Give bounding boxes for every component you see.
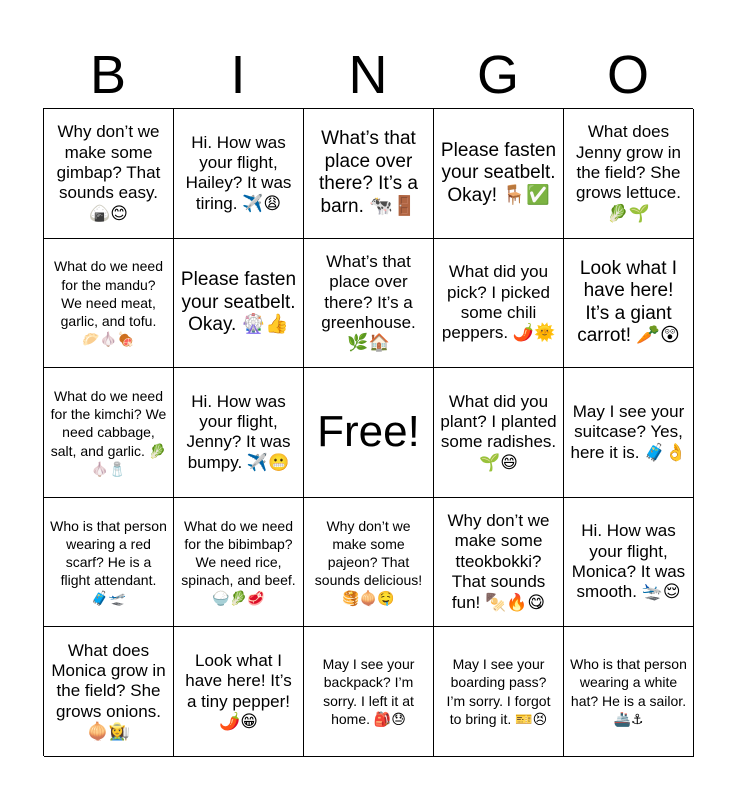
bingo-cell[interactable] (304, 498, 434, 628)
bingo-cell[interactable] (174, 109, 304, 239)
bingo-cell[interactable] (44, 368, 174, 498)
bingo-cell-text: Look what I have here! It’s a tiny pepper! 🌶️😁 (185, 650, 292, 732)
header-letter-i: I (230, 45, 246, 105)
bingo-cell[interactable] (304, 109, 434, 239)
bingo-cell[interactable] (44, 239, 174, 369)
bingo-cell-text: What does Jenny grow in the field? She grows lettuce. 🥬🌱 (576, 122, 681, 223)
free-space-label: Free! (317, 407, 420, 457)
bingo-cell-text: Hi. How was your flight, Hailey? It was tiring. ✈️😩 (185, 132, 292, 213)
free-space-cell[interactable] (304, 368, 434, 498)
bingo-cell-text: Hi. How was your flight, Monica? It was smooth. 🛬😌 (571, 521, 686, 602)
bingo-cell[interactable] (174, 368, 304, 498)
bingo-cell-text: What did you plant? I planted some radishes. 🌱😄 (440, 391, 557, 472)
bingo-cell[interactable] (434, 627, 564, 757)
bingo-cell-text: Hi. How was your flight, Jenny? It was bumpy. ✈️😬 (186, 391, 291, 472)
header-letter-n: N (348, 45, 388, 105)
bingo-cell-text: Why don’t we make some pajeon? That sounds delicious! 🥞🧅🤤 (314, 517, 423, 607)
bingo-cell-text: Who is that person wearing a red scarf? He is a flight attendant. 🧳🛫 (50, 517, 167, 607)
bingo-cell-text: What do we need for the mandu? We need meat, garlic, and tofu. 🥟🧄🍖 (54, 258, 163, 348)
bingo-cell-text: What do we need for the bibimbap? We need rice, spinach, and beef. 🍚🥬🥩 (181, 517, 296, 607)
bingo-cell-text: Please fasten your seatbelt. Okay. 🎡👍 (180, 269, 297, 336)
bingo-grid (43, 108, 693, 756)
header-letter-g: G (476, 45, 519, 105)
bingo-cell[interactable] (434, 368, 564, 498)
bingo-cell-text: May I see your backpack? I’m sorry. I left it at home. 🎒😓 (322, 656, 415, 727)
bingo-cell[interactable] (564, 368, 694, 498)
bingo-cell-text: What’s that place over there? It’s a barn. 🐄🚪 (319, 128, 418, 217)
bingo-cell[interactable] (44, 109, 174, 239)
bingo-cell-text: Look what I have here! It’s a giant carrot! 🥕😲 (577, 258, 680, 347)
bingo-cell[interactable] (304, 239, 434, 369)
bingo-cell[interactable] (434, 498, 564, 628)
bingo-header (43, 44, 693, 106)
header-letter-b: B (89, 45, 127, 105)
bingo-cell[interactable] (434, 109, 564, 239)
bingo-cell-text: What’s that place over there? It’s a greenhouse. 🌿🏠 (321, 251, 416, 353)
bingo-cell[interactable] (564, 109, 694, 239)
bingo-cell[interactable] (174, 239, 304, 369)
bingo-cell[interactable] (44, 498, 174, 628)
bingo-cell-text: Why don’t we make some gimbap? That sounds easy. 🍙😊 (56, 122, 161, 223)
bingo-cell[interactable] (564, 498, 694, 628)
bingo-cell-text: Please fasten your seatbelt. Okay! 🪑✅ (440, 139, 557, 206)
bingo-cell-text: What does Monica grow in the field? She grows onions. 🧅👩‍🌾 (51, 640, 166, 742)
bingo-cell[interactable] (174, 627, 304, 757)
bingo-cell[interactable] (174, 498, 304, 628)
bingo-cell[interactable] (564, 239, 694, 369)
bingo-cell[interactable] (44, 627, 174, 757)
bingo-cell-text: What do we need for the kimchi? We need cabbage, salt, and garlic. 🥬🧄🧂 (50, 388, 167, 477)
bingo-cell-text: May I see your boarding pass? I’m sorry. I forgot to bring it. 🎫😣 (446, 656, 551, 727)
bingo-cell[interactable] (304, 627, 434, 757)
bingo-cell-text: What did you pick? I picked some chili peppers. 🌶️🌞 (441, 262, 556, 343)
header-letter-o: O (606, 45, 649, 105)
bingo-cell-text: Who is that person wearing a white hat? He is a sailor. 🚢⚓ (570, 656, 687, 727)
bingo-cell[interactable] (564, 627, 694, 757)
bingo-cell[interactable] (434, 239, 564, 369)
bingo-cell-text: May I see your suitcase? Yes, here it is. 🧳👌 (570, 401, 687, 462)
bingo-cell-text: Why don’t we make some tteokbokki? That sounds fun! 🍢🔥😋 (447, 511, 550, 612)
